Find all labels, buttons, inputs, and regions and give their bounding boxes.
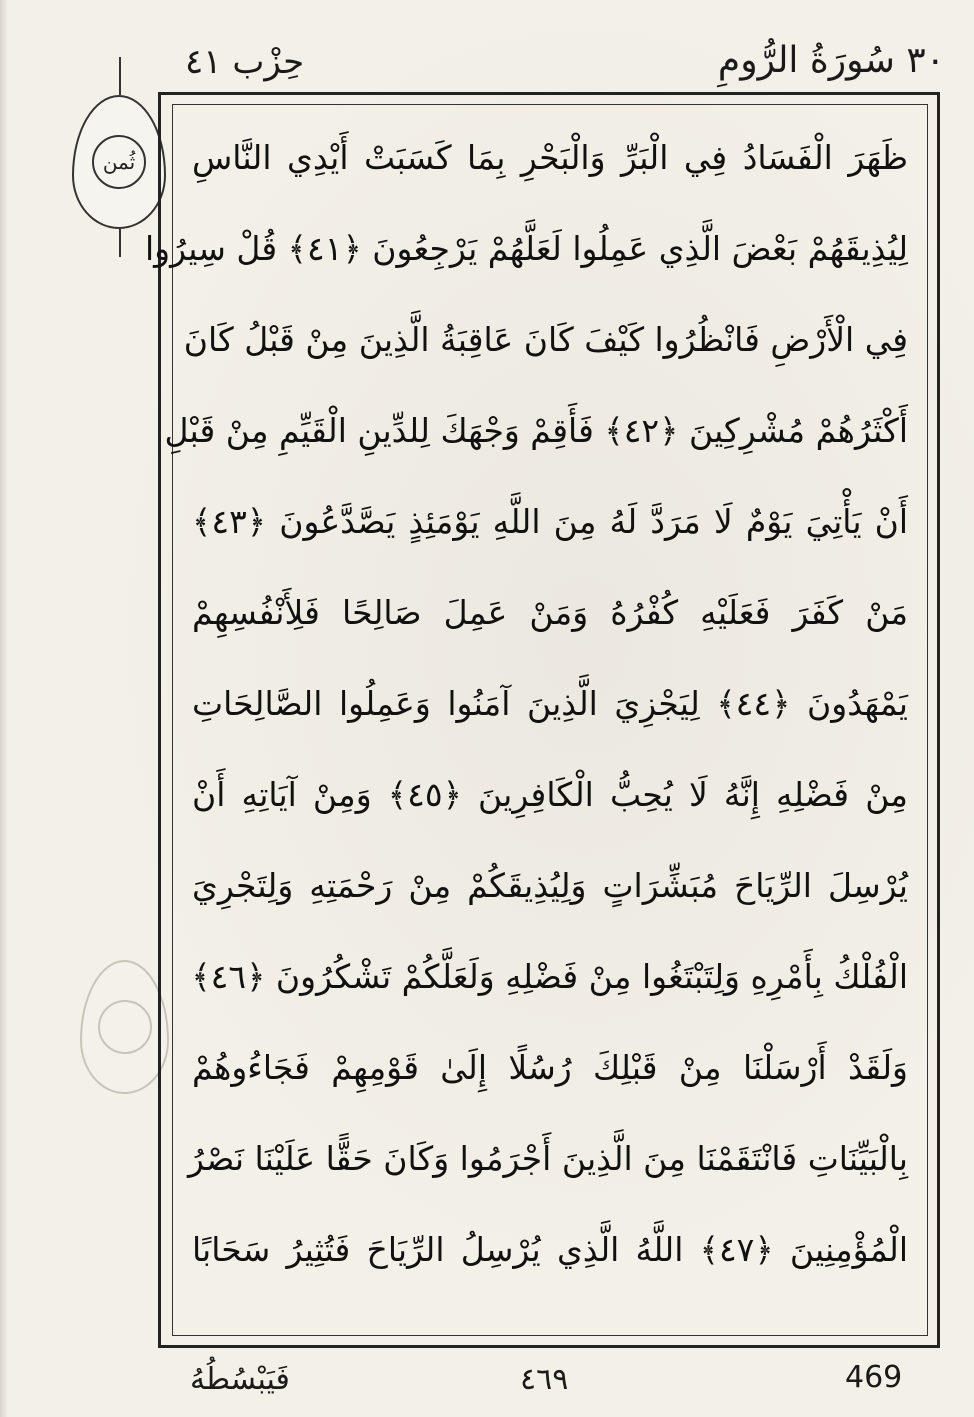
show-through-ornament xyxy=(80,960,169,1094)
text-line-9: يُرْسِلَ الرِّيَاحَ مُبَشِّرَاتٍ وَلِيُذِيقَكُمْ مِنْ رَحْمَتِهِ وَلِتَجْرِيَ xyxy=(192,866,908,905)
page-footer xyxy=(0,1360,974,1410)
text-line-11: وَلَقَدْ أَرْسَلْنَا مِنْ قَبْلِكَ رُسُلًا إِلَىٰ قَوْمِهِمْ فَجَاءُوهُمْ xyxy=(192,1048,908,1087)
text-line-2: لِيُذِيقَهُمْ بَعْضَ الَّذِي عَمِلُوا لَعَلَّهُمْ يَرْجِعُونَ ﴿٤١﴾ قُلْ سِيرُوا xyxy=(144,229,908,268)
hizb-label: حِزْب ٤١ xyxy=(185,42,305,82)
page-edge-shadow xyxy=(0,0,8,1417)
text-line-10: الْفُلْكُ بِأَمْرِهِ وَلِتَبْتَغُوا مِنْ فَضْلِهِ وَلَعَلَّكُمْ تَشْكُرُونَ ﴿٤٦﴾ xyxy=(191,957,908,996)
text-line-4: أَكْثَرُهُمْ مُشْرِكِينَ ﴿٤٢﴾ فَأَقِمْ وَجْهَكَ لِلدِّينِ الْقَيِّمِ مِنْ قَبْلِ xyxy=(164,411,908,450)
text-line-8: مِنْ فَضْلِهِ إِنَّهُ لَا يُحِبُّ الْكَافِرِينَ ﴿٤٥﴾ وَمِنْ آيَاتِهِ أَنْ xyxy=(192,775,908,814)
text-line-13: الْمُؤْمِنِينَ ﴿٤٧﴾ اللَّهُ الَّذِي يُرْسِلُ الرِّيَاحَ فَتُثِيرُ سَحَابًا xyxy=(192,1230,908,1269)
text-line-7: يَمْهَدُونَ ﴿٤٤﴾ لِيَجْزِيَ الَّذِينَ آمَنُوا وَعَمِلُوا الصَّالِحَاتِ xyxy=(192,684,908,723)
thumn-marker-label: ثُمن xyxy=(92,135,146,189)
show-through-ornament-inner xyxy=(98,1000,152,1054)
text-line-6: مَنْ كَفَرَ فَعَلَيْهِ كُفْرُهُ وَمَنْ عَمِلَ صَالِحًا فَلِأَنْفُسِهِمْ xyxy=(192,593,908,632)
verse-text-block xyxy=(144,118,920,1328)
text-line-1: ظَهَرَ الْفَسَادُ فِي الْبَرِّ وَالْبَحْرِ بِمَا كَسَبَتْ أَيْدِي النَّاسِ xyxy=(192,138,908,177)
page-number-latin: 469 xyxy=(845,1360,903,1395)
page-number-arabic: ٤٦٩ xyxy=(520,1362,569,1397)
surah-title: ٣٠ سُورَةُ الرُّومِ xyxy=(717,40,945,81)
text-line-12: بِالْبَيِّنَاتِ فَانْتَقَمْنَا مِنَ الَّذِينَ أَجْرَمُوا وَكَانَ حَقًّا عَلَيْنَا نَصْرُ xyxy=(188,1139,908,1178)
catchword: فَيَبْسُطُهُ xyxy=(190,1362,290,1397)
text-line-5: أَنْ يَأْتِيَ يَوْمٌ لَا مَرَدَّ لَهُ مِنَ اللَّهِ يَوْمَئِذٍ يَصَّدَّعُونَ ﴿٤٣﴾ xyxy=(192,502,908,541)
page-header xyxy=(185,40,945,90)
text-line-3: فِي الْأَرْضِ فَانْظُرُوا كَيْفَ كَانَ عَاقِبَةُ الَّذِينَ مِنْ قَبْلُ كَانَ xyxy=(183,320,908,359)
